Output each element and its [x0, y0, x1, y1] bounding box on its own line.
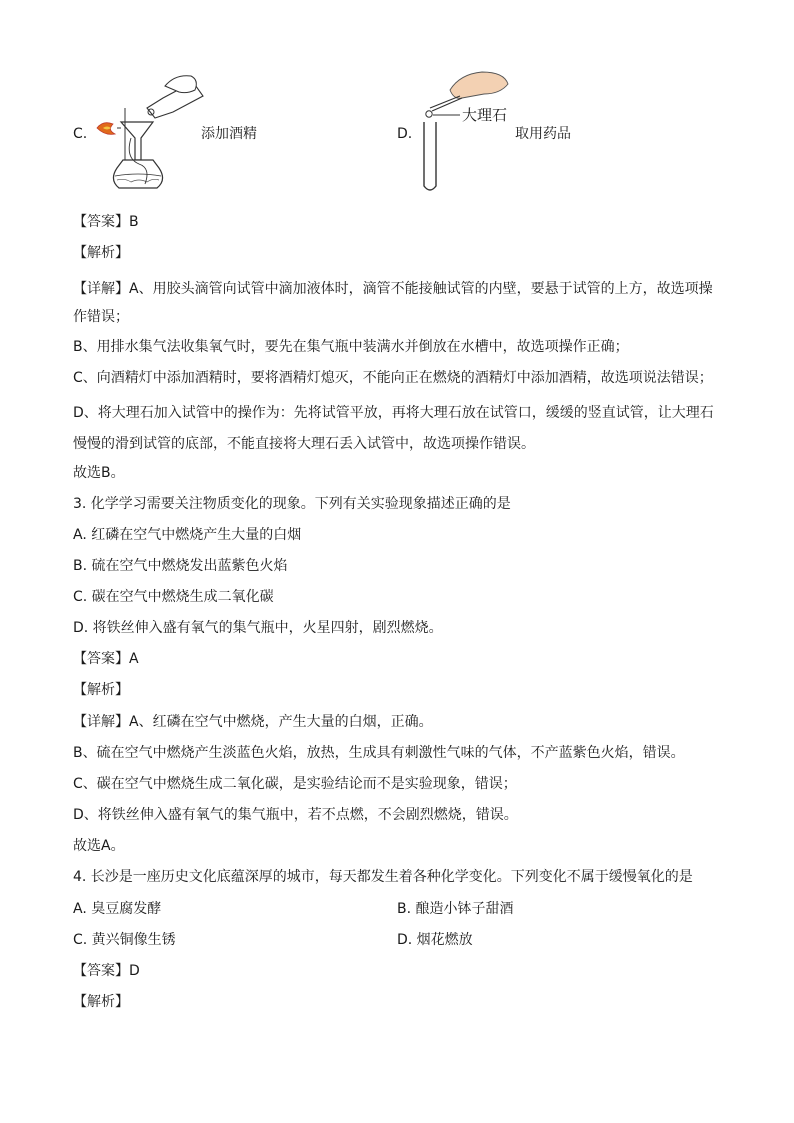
q4-answer: 【答案】D	[73, 963, 140, 979]
q4-option-a: A. 臭豆腐发酵	[73, 901, 162, 917]
q2-detail-b: B、用排水集气法收集氧气时，要先在集气瓶中装满水并倒放在水槽中，故选项操作正确；	[73, 339, 629, 355]
q2-detail-c: C、向酒精灯中添加酒精时，要将酒精灯熄灭，不能向正在燃烧的酒精灯中添加酒精，故选项说法错误；	[73, 370, 713, 386]
q3-option-c: C. 碳在空气中燃烧生成二氧化碳	[73, 589, 274, 605]
q3-option-a: A. 红磷在空气中燃烧产生大量的白烟	[73, 527, 302, 543]
q3-answer: 【答案】A	[73, 651, 139, 667]
q3-detail-a: 【详解】A、红磷在空气中燃烧，产生大量的白烟，正确。	[73, 714, 433, 730]
q3-detail-b: B、硫在空气中燃烧产生淡蓝色火焰，放热，生成具有刺激性气味的气体，不产蓝紫色火焰，错误。	[73, 745, 685, 761]
q3-option-b: B. 硫在空气中燃烧发出蓝紫色火焰	[73, 558, 288, 574]
q4-option-c: C. 黄兴铜像生锈	[73, 932, 176, 948]
q4-option-d: D. 烟花燃放	[397, 932, 473, 948]
q4-stem: 4. 长沙是一座历史文化底蕴深厚的城市，每天都发生着各种化学变化。下列变化不属于缓慢氧化的是	[73, 869, 693, 885]
marble-test-tube-illustration	[420, 68, 510, 193]
q2-analysis-heading: 【解析】	[73, 245, 129, 261]
q2-conclusion: 故选B。	[73, 465, 125, 481]
q3-option-d: D. 将铁丝伸入盛有氧气的集气瓶中，火星四射，剧烈燃烧。	[73, 620, 443, 636]
figure-c-caption: 添加酒精	[201, 126, 257, 142]
figure-d-letter: D.	[397, 126, 413, 142]
q2-answer: 【答案】B	[73, 214, 139, 230]
figure-d-caption: 取用药品	[515, 126, 571, 142]
q2-detail-d: D、将大理石加入试管中的操作为：先将试管平放，再将大理石放在试管口，缓缓的竖直试管，让大理石慢慢的滑到试管的底部，不能直接将大理石丢入试管中，故选项操作错误。	[73, 405, 714, 452]
q3-conclusion: 故选A。	[73, 838, 125, 854]
q4-analysis-heading: 【解析】	[73, 994, 129, 1010]
q3-detail-c: C、碳在空气中燃烧生成二氧化碳，是实验结论而不是实验现象，错误；	[73, 776, 517, 792]
q4-option-b: B. 酿造小钵子甜酒	[397, 901, 514, 917]
q3-detail-d: D、将铁丝伸入盛有氧气的集气瓶中，若不点燃，不会剧烈燃烧，错误。	[73, 807, 518, 823]
q3-analysis-heading: 【解析】	[73, 682, 129, 698]
q2-detail-a: 【详解】A、用胶头滴管向试管中滴加液体时，滴管不能接触试管的内壁，要悬于试管的上方，故选项操作错误；	[73, 281, 713, 325]
q3-stem: 3. 化学学习需要关注物质变化的现象。下列有关实验现象描述正确的是	[73, 496, 511, 512]
figure-d-callout: 大理石	[462, 106, 508, 124]
add-alcohol-illustration	[95, 68, 205, 193]
figure-c-letter: C.	[73, 126, 88, 142]
